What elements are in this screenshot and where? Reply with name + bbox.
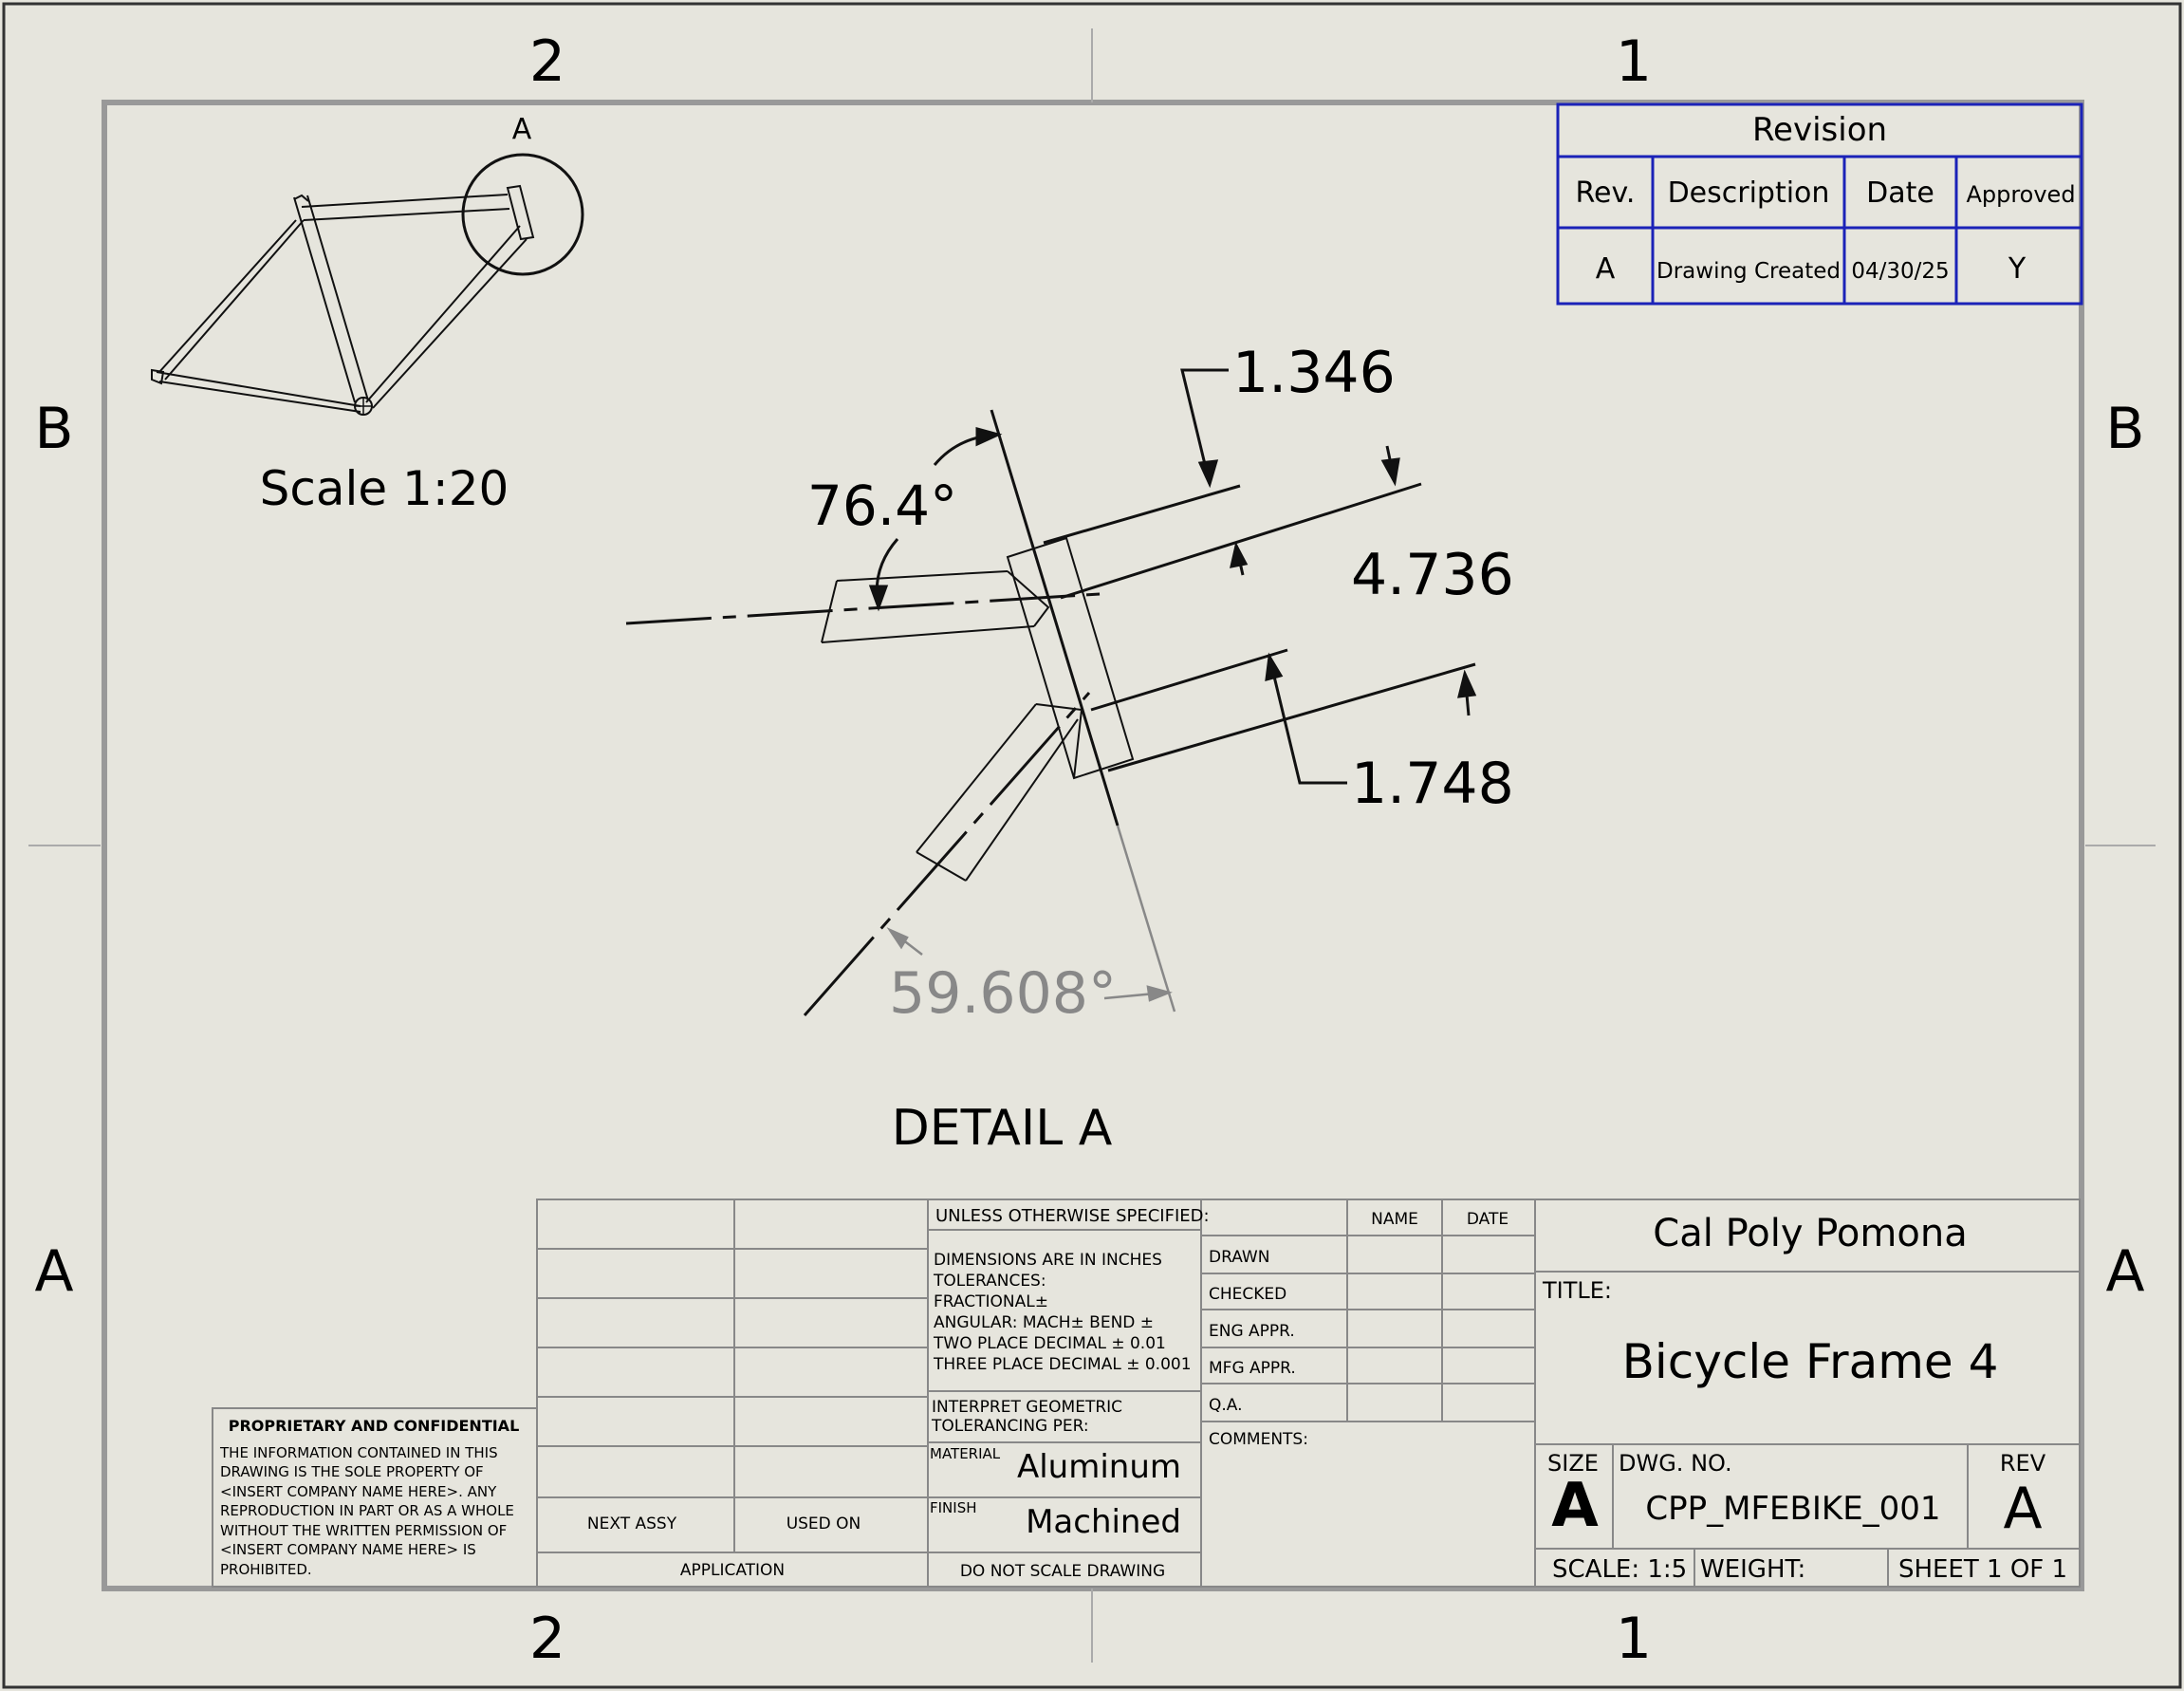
proprietary-line: <INSERT COMPANY NAME HERE>. ANY	[220, 1483, 497, 1500]
approval-row-label: ENG APPR.	[1209, 1322, 1295, 1341]
dimension-length-1346: 1.346	[1232, 340, 1396, 406]
zone-row-a-left: A	[34, 1238, 74, 1305]
zone-column-1-bottom: 1	[1615, 1606, 1653, 1672]
revision-cell-description: Drawing Created	[1657, 259, 1841, 284]
zone-column-1-top: 1	[1615, 28, 1653, 95]
proprietary-line: WITHOUT THE WRITTEN PERMISSION OF	[220, 1522, 508, 1539]
size-value: A	[1551, 1471, 1599, 1541]
do-not-scale-label: DO NOT SCALE DRAWING	[959, 1562, 1166, 1581]
unless-specified-label: UNLESS OTHERWISE SPECIFIED:	[935, 1206, 1210, 1226]
proprietary-line: DRAWING IS THE SOLE PROPERTY OF	[220, 1463, 484, 1480]
weight-label: WEIGHT:	[1700, 1555, 1806, 1584]
revision-cell-approved: Y	[2008, 252, 2027, 286]
comments-label: COMMENTS:	[1209, 1430, 1308, 1449]
approval-row-label: MFG APPR.	[1209, 1359, 1296, 1378]
proprietary-line: THE INFORMATION CONTAINED IN THIS	[220, 1444, 498, 1461]
revision-table-title: Revision	[1751, 111, 1888, 149]
tolerance-line: DIMENSIONS ARE IN INCHES	[934, 1251, 1162, 1270]
approval-row-label: Q.A.	[1209, 1396, 1243, 1415]
finish-label: FINISH	[930, 1499, 977, 1516]
tolerance-line: TWO PLACE DECIMAL ± 0.01	[934, 1334, 1166, 1353]
revision-header-approved: Approved	[1966, 181, 2076, 208]
interpret-line: TOLERANCING PER:	[932, 1417, 1089, 1436]
detail-callout-circle	[463, 155, 583, 274]
approval-row-label: CHECKED	[1209, 1285, 1287, 1304]
approval-header-name: NAME	[1371, 1210, 1418, 1229]
tolerance-line: FRACTIONAL±	[934, 1292, 1048, 1311]
size-label: SIZE	[1547, 1450, 1599, 1477]
tolerance-line: TOLERANCES:	[934, 1272, 1046, 1291]
zone-column-2-top: 2	[528, 28, 566, 95]
dimension-length-1748: 1.748	[1351, 751, 1514, 817]
used-on-label: USED ON	[786, 1514, 861, 1533]
title-label: TITLE:	[1543, 1277, 1613, 1304]
proprietary-line: <INSERT COMPANY NAME HERE> IS	[220, 1541, 476, 1558]
revision-cell-date: 04/30/25	[1851, 259, 1950, 284]
drawing-title: Bicycle Frame 4	[1621, 1334, 1999, 1389]
overview-frame-view	[152, 186, 533, 415]
proprietary-title: PROPRIETARY AND CONFIDENTIAL	[228, 1417, 520, 1435]
zone-row-b-left: B	[34, 396, 74, 462]
material-value: Aluminum	[1016, 1448, 1181, 1486]
finish-value: Machined	[1026, 1503, 1181, 1541]
overview-scale-label: Scale 1:20	[259, 461, 509, 516]
rev-label: REV	[1999, 1450, 2046, 1477]
proprietary-line: PROHIBITED.	[220, 1561, 312, 1578]
zone-column-2-bottom: 2	[528, 1606, 566, 1672]
dimension-length-4736: 4.736	[1351, 542, 1514, 608]
approval-row-label: DRAWN	[1209, 1248, 1270, 1267]
zone-row-a-right: A	[2105, 1238, 2145, 1305]
next-assy-label: NEXT ASSY	[586, 1514, 677, 1533]
tolerance-line: ANGULAR: MACH± BEND ±	[934, 1313, 1155, 1332]
dimension-angle-59: 59.608°	[889, 960, 1117, 1027]
material-label: MATERIAL	[930, 1445, 1001, 1462]
dwg-no-value: CPP_MFEBIKE_001	[1645, 1490, 1941, 1528]
scale-value: SCALE: 1:5	[1552, 1555, 1688, 1584]
rev-value: A	[2003, 1476, 2043, 1542]
application-label: APPLICATION	[679, 1561, 786, 1580]
tolerance-line: THREE PLACE DECIMAL ± 0.001	[934, 1355, 1192, 1374]
revision-header-rev: Rev.	[1575, 177, 1636, 210]
zone-row-b-right: B	[2105, 396, 2145, 462]
dimension-angle-76: 76.4°	[806, 474, 958, 538]
interpret-line: INTERPRET GEOMETRIC	[932, 1398, 1123, 1417]
sheet-value: SHEET 1 OF 1	[1897, 1555, 2068, 1584]
detail-view-label: DETAIL A	[891, 1100, 1113, 1157]
proprietary-line: REPRODUCTION IN PART OR AS A WHOLE	[220, 1502, 514, 1519]
approval-header-date: DATE	[1466, 1210, 1509, 1229]
revision-table	[1558, 104, 2082, 304]
dwg-no-label: DWG. NO.	[1619, 1450, 1732, 1477]
company-name: Cal Poly Pomona	[1653, 1212, 1968, 1255]
detail-callout-label: A	[511, 113, 532, 146]
revision-header-date: Date	[1866, 177, 1934, 210]
revision-cell-rev: A	[1595, 252, 1616, 286]
revision-header-description: Description	[1667, 177, 1830, 210]
